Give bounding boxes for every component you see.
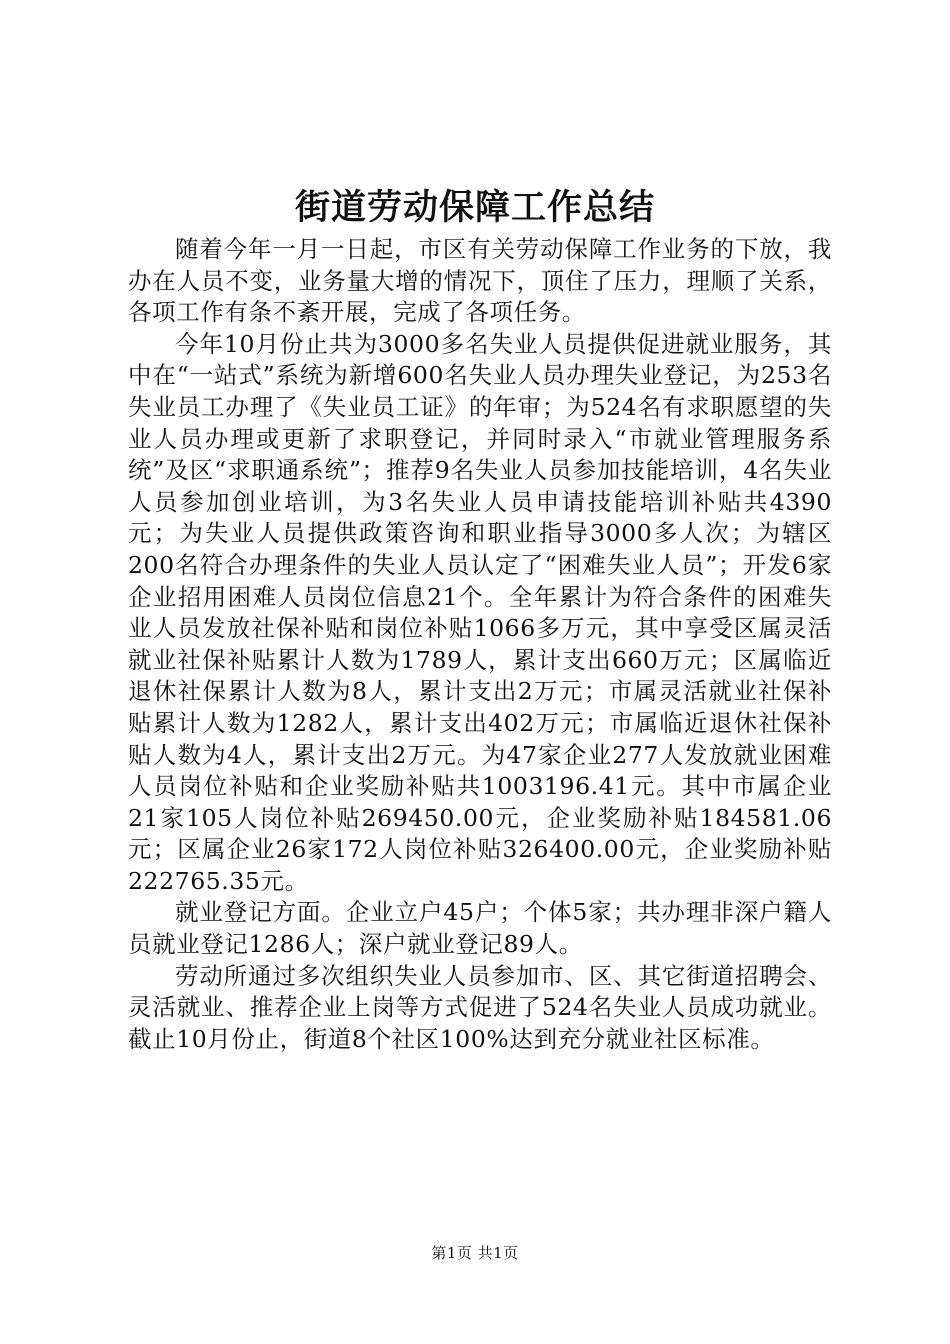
paragraph-employment-services: 今年10月份止共为3000多名失业人员提供促进就业服务，其中在“一站式”系统为新增600名失业人员办理失业登记，为253名失业员工办理了《失业员工证》的年审；为524名有求职愿望的失业人员办理或更新了求职登记，并同时录入“市就业管理服务系统”及区“求职通系统”；推荐9名失业人员参加技能培训，4名失业人员参加创业培训，为3名失业人员申请技能培训补贴共4390元；为失业人员提供政策咨询和职业指导3000多人次；为辖区200名符合办理条件的失业人员认定了“困难失业人员”；开发6家企业招用困难人员岗位信息21个。全年累计为符合条件的困难失业人员发放社保补贴和岗位补贴1066多万元，其中享受区属灵活就业社保补贴累计人数为1789人，累计支出660万元；区属临近退休社保累计人数为8人，累计支出2万元；市属灵活就业社保补贴累计人数为1282人，累计支出402万元；市属临近退休社保补贴人数为4人，累计支出2万元。为47家企业277人发放就业困难人员岗位补贴和企业奖励补贴共1003196.41元。其中市属企业21家105人岗位补贴269450.00元，企业奖励补贴184581.06元；区属企业26家172人岗位补贴326400.00元，企业奖励补贴222765.35元。 [128, 329, 832, 895]
document-title: 街道劳动保障工作总结 [294, 188, 655, 228]
paragraph-job-placement: 劳动所通过多次组织失业人员参加市、区、其它街道招聘会、灵活就业、推荐企业上岗等方式促进了524名失业人员成功就业。截止10月份止，街道8个社区100%达到充分就业社区标准。 [128, 961, 832, 1053]
paragraph-employment-registration: 就业登记方面。企业立户45户；个体5家；共办理非深户籍人员就业登记1286人；深户就业登记89人。 [128, 898, 832, 959]
document-body [128, 234, 832, 1055]
paragraph-intro: 随着今年一月一日起，市区有关劳动保障工作业务的下放，我办在人员不变，业务量大增的情况下，顶住了压力，理顺了关系，各项工作有条不紊开展，完成了各项任务。 [128, 235, 832, 327]
page-number-footer: 第1页 共1页 [431, 1244, 519, 1262]
